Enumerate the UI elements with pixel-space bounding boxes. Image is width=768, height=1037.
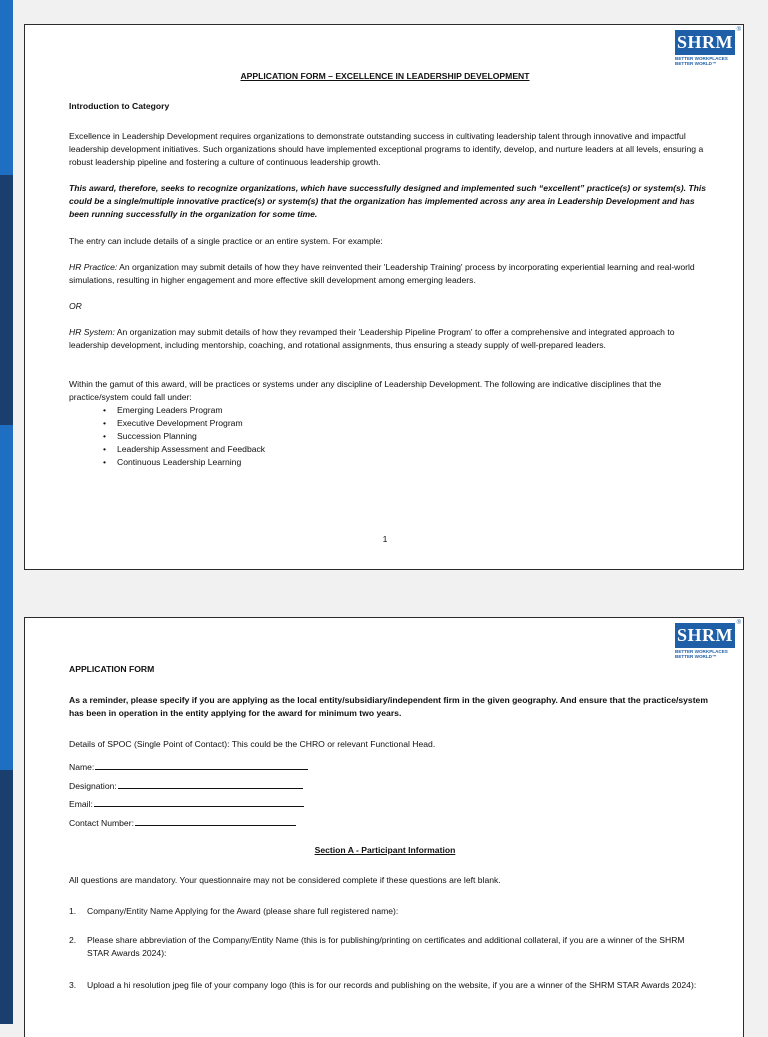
reminder-paragraph: As a reminder, please specify if you are applying as the local entity/subsidiary/independent firm in the given geography. And ensure that the practice/system has been in operation in the entity applying for the award for minimum two years. [69, 695, 708, 718]
or-separator: OR [69, 301, 82, 311]
shrm-tagline: BETTER WORKPLACES BETTER WORLD™ [675, 649, 728, 659]
shrm-logo-mark: SHRM [675, 30, 735, 55]
shrm-logo [675, 27, 741, 66]
designation-field[interactable] [69, 779, 303, 793]
question-number: 3. [69, 980, 77, 990]
question-number: 1. [69, 906, 77, 916]
question-text: Upload a hi resolution jpeg file of your company logo (this is for our records and publishing on the website, if you are a winner of the SHRM STAR Awards 2024): [87, 980, 697, 990]
designation-label: Designation: [69, 781, 117, 791]
contact-number-input-line[interactable] [135, 816, 296, 826]
question-number: 2. [69, 935, 77, 945]
gamut-paragraph: Within the gamut of this award, will be practices or systems under any discipline of Leadership Development. The following are indicative disciplines that the practice/system could fall under: [69, 379, 662, 402]
hr-system-paragraph [69, 326, 709, 352]
application-form-heading: APPLICATION FORM [69, 664, 155, 674]
hr-system-text: An organization may submit details of how they revamped their 'Leadership Pipeline Program' to offer a comprehensive and integrated approach to leadership development, including mentorship, coaching, and rotational assignments, thus ensuring a steady supply of well-prepared leaders. [69, 327, 675, 350]
page-number: 1 [382, 534, 388, 544]
email-label: Email: [69, 799, 93, 809]
hr-practice-text: An organization may submit details of how they have reinvented their 'Leadership Training' process by incorporating experiential learning and real-world simulations, resulting in higher engagement and more effective skill development among emerging leaders. [69, 262, 695, 285]
mandatory-note: All questions are mandatory. Your questionnaire may not be considered complete if these questions are left blank. [69, 875, 501, 885]
contact-number-field[interactable] [69, 816, 296, 830]
list-item: • Leadership Assessment and Feedback [103, 443, 265, 456]
left-edge-accent [0, 770, 13, 1024]
page-title: APPLICATION FORM – EXCELLENCE IN LEADERSHIP DEVELOPMENT [240, 71, 530, 81]
email-field[interactable] [69, 797, 304, 811]
left-edge-accent [0, 175, 13, 425]
shrm-tagline: BETTER WORKPLACES BETTER WORLD™ [675, 56, 728, 66]
email-input-line[interactable] [94, 797, 304, 807]
shrm-logo [675, 620, 741, 659]
hr-practice-paragraph [69, 261, 709, 287]
left-edge-accent [0, 425, 13, 770]
intro-paragraph: Excellence in Leadership Development requires organizations to demonstrate outstanding success in cultivating leadership talent through innovative and impactful leadership development initiatives. Such organizations should have implemented exceptional programs to identify, develop, and nurture leaders at all levels, ensuring a robust leadership pipeline and fostering a culture of continuous leadership growth. [69, 131, 704, 167]
hr-practice-label: HR Practice: [69, 262, 118, 272]
list-item: • Succession Planning [103, 430, 265, 443]
document-page-1 [24, 24, 744, 570]
registered-mark: ® [736, 620, 741, 626]
name-field[interactable] [69, 760, 308, 774]
list-item: • Executive Development Program [103, 417, 265, 430]
section-a-heading: Section A - Participant Information [314, 845, 456, 855]
name-label: Name: [69, 762, 95, 772]
list-item: • Emerging Leaders Program [103, 404, 265, 417]
question-item [69, 905, 699, 918]
spoc-paragraph: Details of SPOC (Single Point of Contact): This could be the CHRO or relevant Functional Head. [69, 739, 436, 749]
shrm-logo-mark: SHRM [675, 623, 735, 648]
entry-paragraph: The entry can include details of a single practice or an entire system. For example: [69, 236, 383, 246]
question-item [69, 934, 699, 960]
question-text: Please share abbreviation of the Company/Entity Name (this is for publishing/printing on certificates and additional collateral, if you are a winner of the SHRM STAR Awards 2024): [87, 935, 685, 958]
document-page-2 [24, 617, 744, 1037]
designation-input-line[interactable] [118, 779, 303, 789]
contact-number-label: Contact Number: [69, 818, 134, 828]
award-paragraph: This award, therefore, seeks to recognize organizations, which have successfully designed and implemented such “excellent” practice(s) or system(s). This could be a single/multiple innovative practice(s) or system(s) that the organization has implemented across any area in Leadership Development and has been running successfully in the organization for some time. [69, 183, 707, 219]
question-item [69, 979, 699, 992]
list-item: • Continuous Leadership Learning [103, 456, 265, 469]
discipline-list [103, 404, 265, 469]
name-input-line[interactable] [95, 760, 308, 770]
intro-heading: Introduction to Category [69, 101, 170, 111]
registered-mark: ® [736, 27, 741, 33]
question-text: Company/Entity Name Applying for the Award (please share full registered name): [87, 906, 399, 916]
hr-system-label: HR System: [69, 327, 115, 337]
left-edge-accent [0, 0, 13, 175]
